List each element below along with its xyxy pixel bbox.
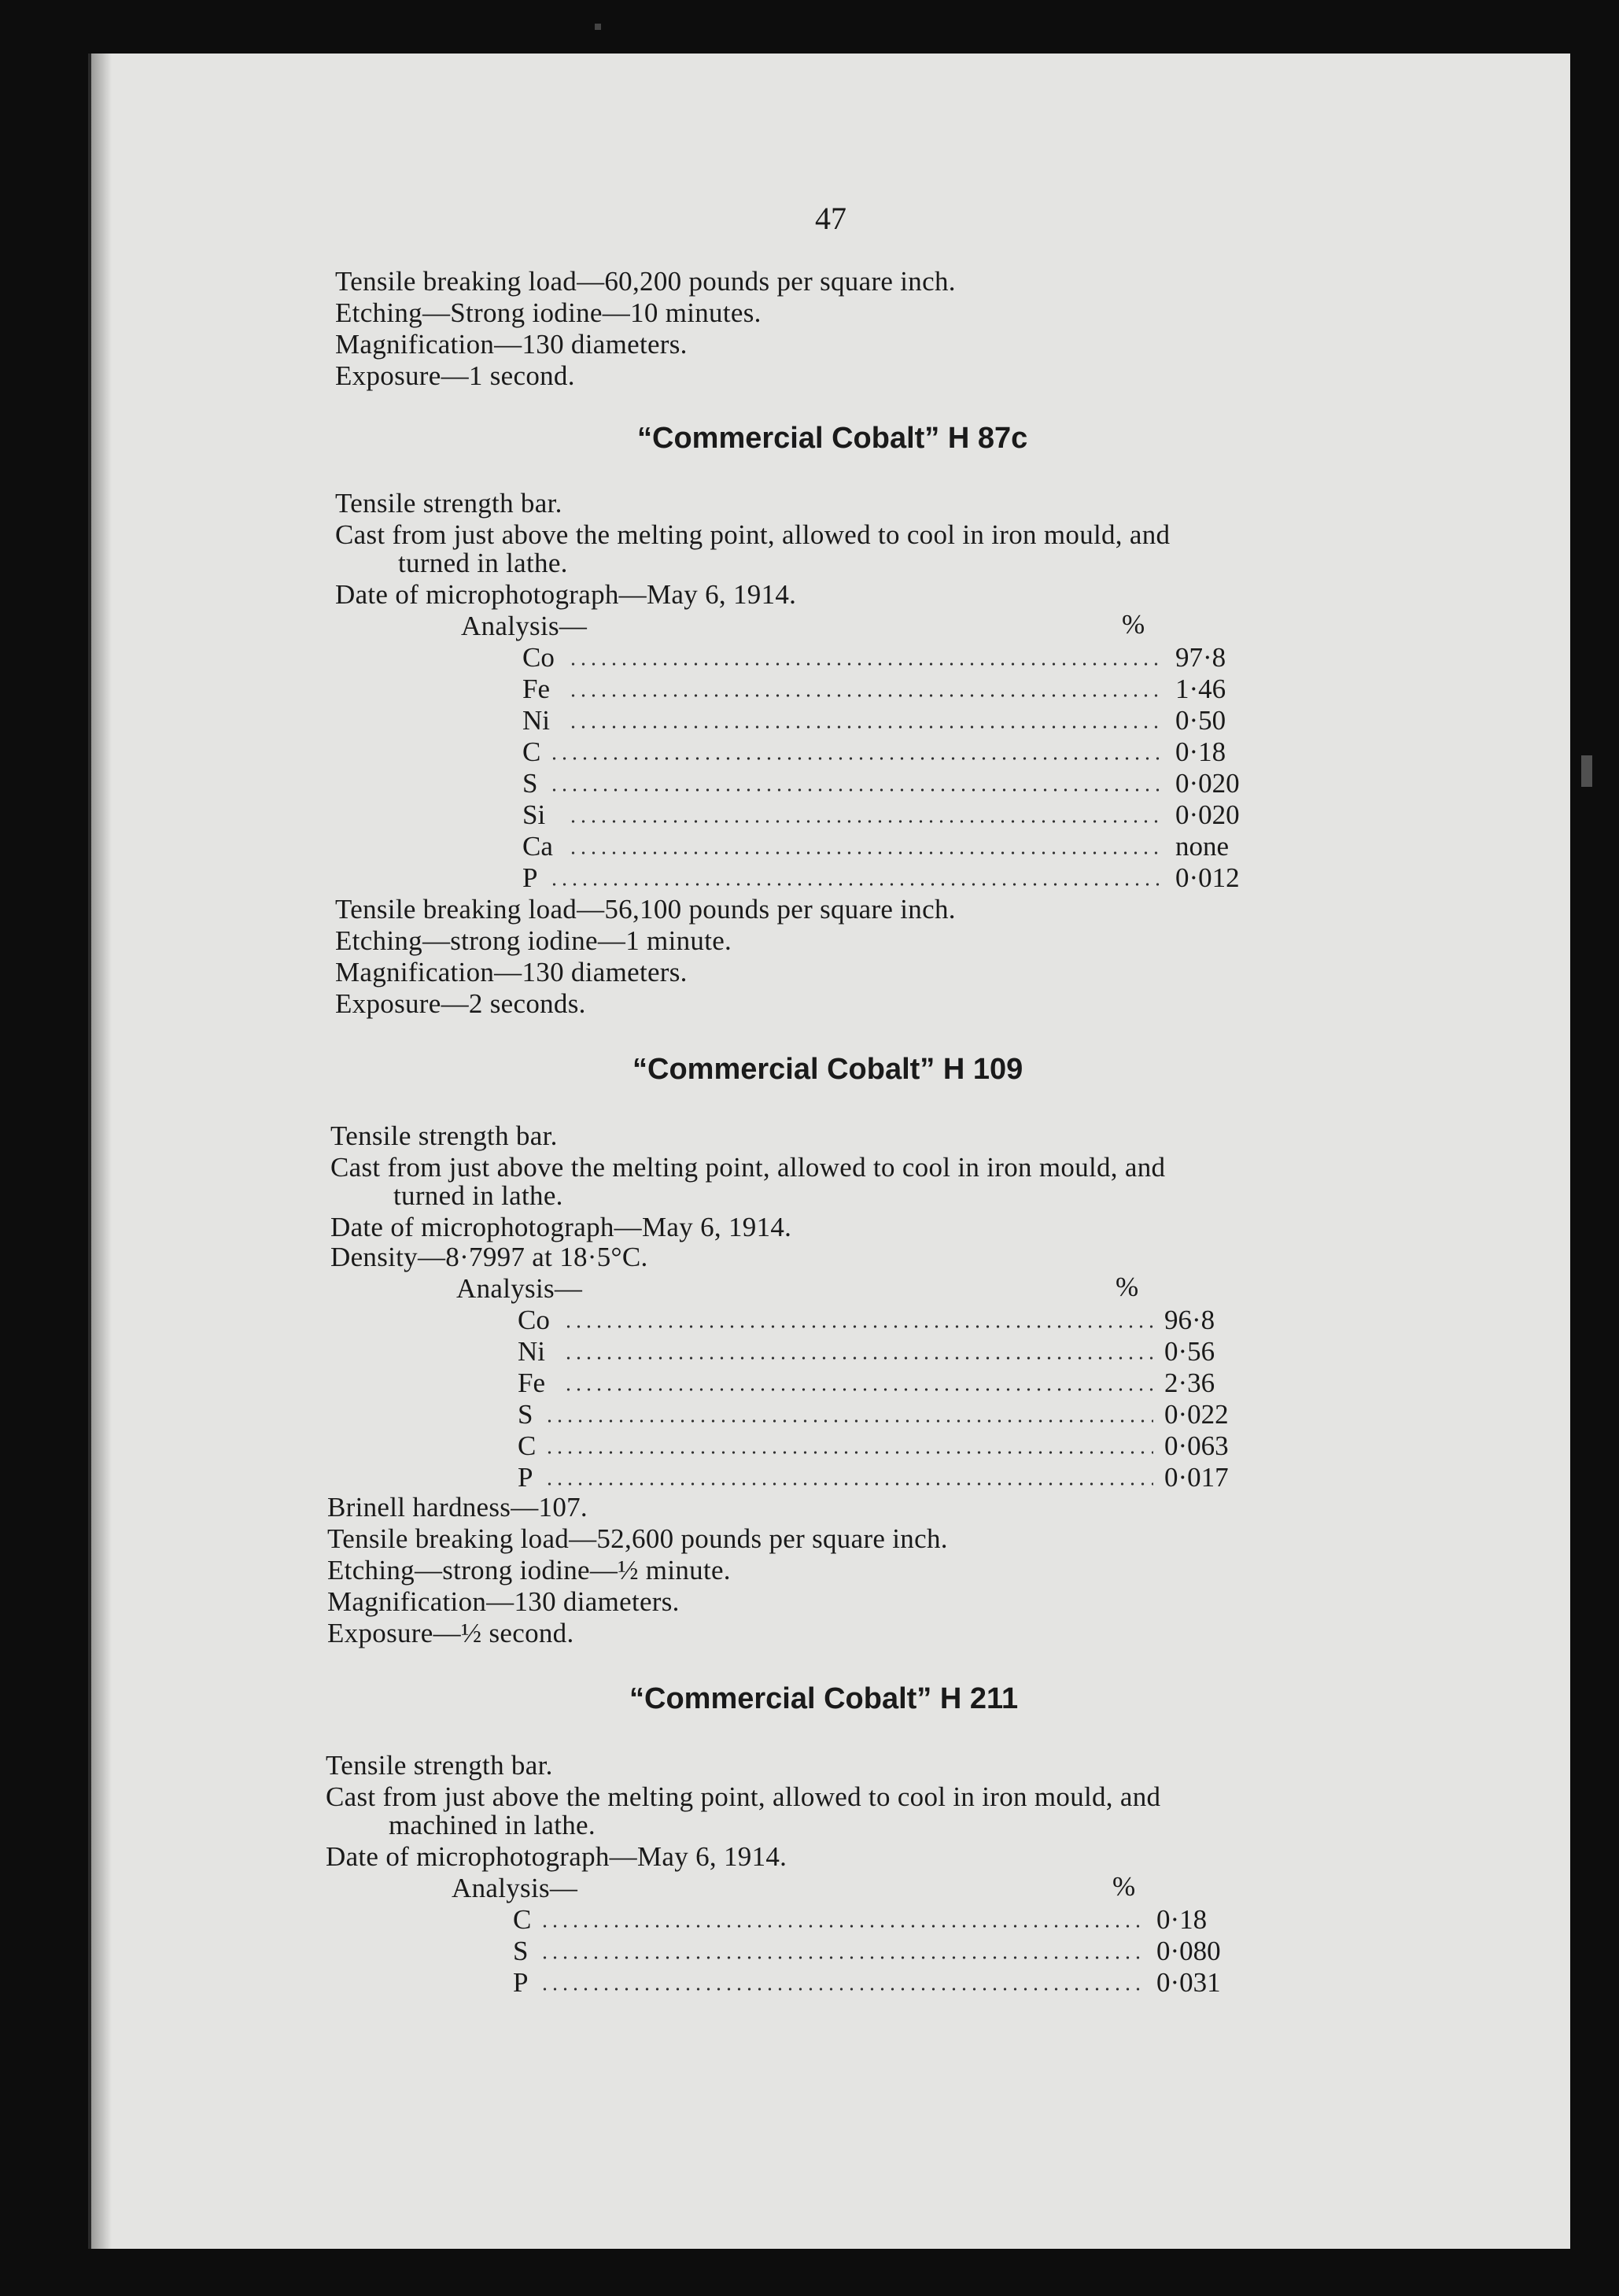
gutter-shadow (91, 54, 112, 2249)
element-percent: 96·8 (1164, 1305, 1215, 1335)
analysis-row (522, 642, 1262, 674)
dot-leader (568, 851, 1164, 855)
element-symbol: C (518, 1430, 537, 1461)
scan-speck (1581, 755, 1592, 787)
intro-line-4: Exposure—1 second. (335, 360, 575, 391)
element-symbol: S (518, 1399, 533, 1430)
section-line: Brinell hardness—107. (327, 1492, 588, 1523)
element-percent: 0·18 (1175, 736, 1226, 767)
section-line: Tensile strength bar. (330, 1120, 558, 1151)
intro-line-1: Tensile breaking load—60,200 pounds per square inch. (335, 266, 956, 297)
analysis-row (518, 1399, 1257, 1430)
analysis-row (513, 1967, 1252, 1999)
book-page (88, 54, 1570, 2249)
percent-header: % (1112, 1871, 1136, 1902)
element-symbol: Ni (522, 705, 550, 736)
percent-header: % (1122, 609, 1145, 640)
element-percent: 0·080 (1156, 1936, 1221, 1966)
section-line: Date of microphotograph—May 6, 1914. (330, 1212, 792, 1242)
section-line: Exposure—2 seconds. (335, 988, 586, 1019)
analysis-label: Analysis— (456, 1273, 583, 1304)
analysis-row (522, 831, 1262, 862)
intro-line-3: Magnification—130 diameters. (335, 329, 688, 360)
element-percent: 0·18 (1156, 1904, 1208, 1935)
section-line: machined in lathe. (389, 1810, 596, 1840)
element-percent: 0·56 (1164, 1336, 1215, 1367)
element-percent: 0·50 (1175, 705, 1226, 736)
scan-speck (595, 24, 601, 30)
dot-leader (544, 1451, 1153, 1454)
element-percent: 0·031 (1156, 1967, 1221, 1998)
section-line: Density—8·7997 at 18·5°C. (330, 1242, 648, 1272)
element-percent: 2·36 (1164, 1368, 1215, 1398)
element-percent: 1·46 (1175, 674, 1226, 704)
section-line: Tensile breaking load—56,100 pounds per square inch. (335, 894, 956, 925)
section-line: Date of microphotograph—May 6, 1914. (335, 579, 797, 610)
element-percent: 0·022 (1164, 1399, 1229, 1430)
section-line: Magnification—130 diameters. (335, 957, 688, 987)
analysis-row (518, 1430, 1257, 1462)
element-symbol: Fe (518, 1368, 545, 1398)
dot-leader (544, 1419, 1153, 1423)
dot-leader (549, 883, 1164, 886)
dot-leader (568, 725, 1164, 729)
element-symbol: P (518, 1462, 533, 1493)
dot-leader (549, 788, 1164, 792)
dot-leader (568, 663, 1164, 666)
element-percent: 0·017 (1164, 1462, 1229, 1493)
section-line: Cast from just above the melting point, allowed to cool in iron mould, and (330, 1152, 1166, 1183)
analysis-row (518, 1305, 1257, 1336)
section-line: Date of microphotograph—May 6, 1914. (326, 1841, 787, 1872)
analysis-label: Analysis— (461, 611, 588, 641)
dot-leader (549, 757, 1164, 760)
element-percent: 0·063 (1164, 1430, 1229, 1461)
element-symbol: Co (522, 642, 555, 673)
section-line: Tensile breaking load—52,600 pounds per square inch. (327, 1523, 948, 1554)
element-symbol: Fe (522, 674, 550, 704)
element-symbol: Ca (522, 831, 553, 862)
section-heading-h109: “Commercial Cobalt” H 109 (632, 1053, 1023, 1086)
dot-leader (568, 694, 1164, 697)
section-line: Tensile strength bar. (326, 1750, 553, 1781)
analysis-label: Analysis— (452, 1873, 578, 1903)
analysis-row (518, 1336, 1257, 1368)
element-percent: 0·020 (1175, 799, 1240, 830)
element-symbol: P (513, 1967, 529, 1998)
element-symbol: S (513, 1936, 529, 1966)
analysis-row (522, 705, 1262, 736)
element-symbol: C (513, 1904, 532, 1935)
dot-leader (563, 1357, 1153, 1360)
dot-leader (540, 1988, 1145, 1991)
element-symbol: Ni (518, 1336, 545, 1367)
element-percent: 0·020 (1175, 768, 1240, 799)
analysis-row (522, 862, 1262, 894)
percent-header: % (1116, 1272, 1139, 1302)
section-line: turned in lathe. (398, 548, 568, 578)
section-line: Cast from just above the melting point, allowed to cool in iron mould, and (335, 519, 1171, 550)
element-percent: 0·012 (1175, 862, 1240, 893)
section-line: Tensile strength bar. (335, 488, 562, 519)
dot-leader (568, 820, 1164, 823)
dot-leader (540, 1956, 1145, 1959)
element-symbol: P (522, 862, 538, 893)
element-symbol: Co (518, 1305, 550, 1335)
page-number: 47 (815, 201, 846, 236)
element-percent: 97·8 (1175, 642, 1226, 673)
dot-leader (544, 1482, 1153, 1486)
analysis-row (513, 1936, 1252, 1967)
analysis-row (518, 1368, 1257, 1399)
section-line: Etching—strong iodine—1 minute. (335, 925, 732, 956)
dot-leader (540, 1925, 1145, 1928)
element-symbol: C (522, 736, 541, 767)
intro-line-2: Etching—Strong iodine—10 minutes. (335, 297, 762, 328)
element-percent: none (1175, 831, 1230, 862)
element-symbol: Si (522, 799, 546, 830)
section-line: Cast from just above the melting point, allowed to cool in iron mould, and (326, 1781, 1161, 1812)
section-line: Etching—strong iodine—½ minute. (327, 1555, 731, 1585)
section-line: turned in lathe. (393, 1180, 563, 1211)
analysis-row (522, 674, 1262, 705)
dot-leader (563, 1325, 1153, 1328)
analysis-row (518, 1462, 1257, 1493)
analysis-row (513, 1904, 1252, 1936)
analysis-row (522, 799, 1262, 831)
analysis-row (522, 768, 1262, 799)
section-line: Exposure—½ second. (327, 1618, 574, 1648)
analysis-row (522, 736, 1262, 768)
section-heading-h211: “Commercial Cobalt” H 211 (629, 1682, 1019, 1715)
dot-leader (563, 1388, 1153, 1391)
element-symbol: S (522, 768, 538, 799)
section-line: Magnification—130 diameters. (327, 1586, 680, 1617)
section-heading-h87c: “Commercial Cobalt” H 87c (637, 422, 1028, 455)
